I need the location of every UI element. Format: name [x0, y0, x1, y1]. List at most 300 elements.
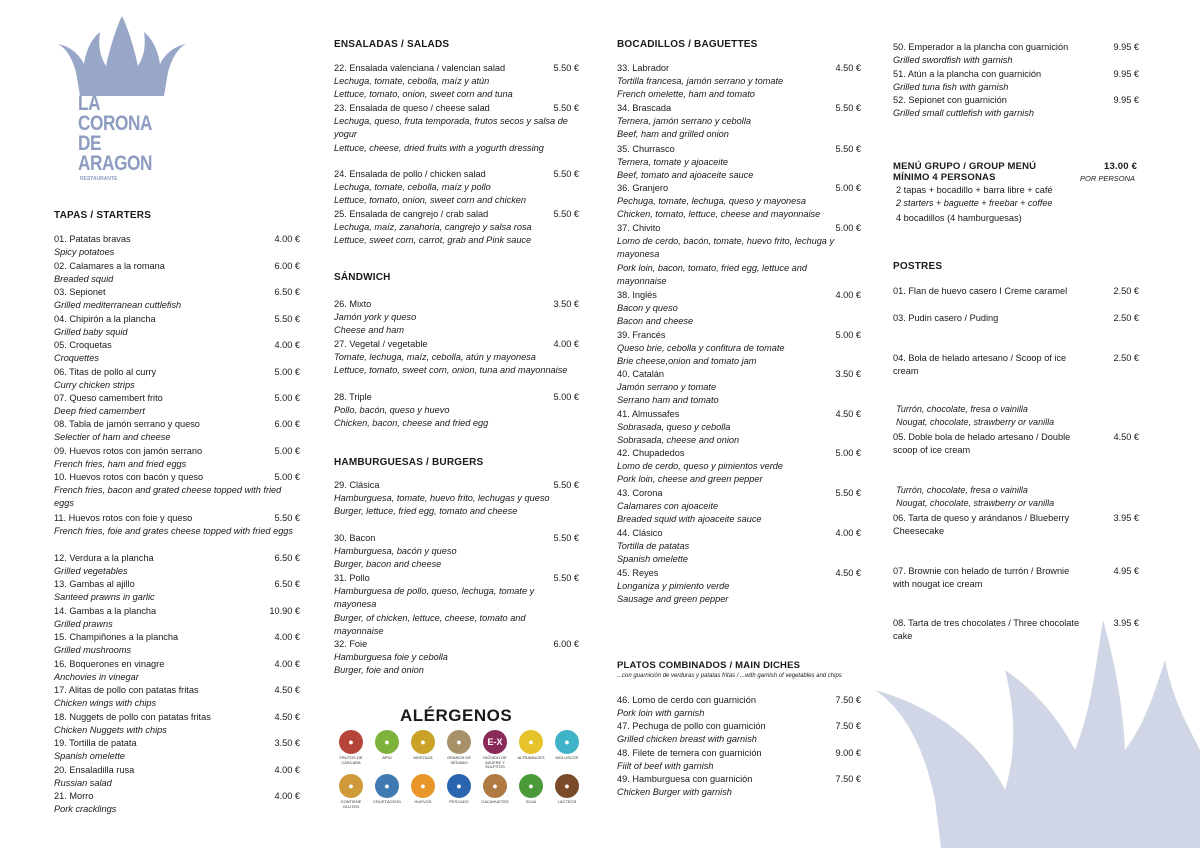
item-price: 5.50 €: [553, 209, 579, 219]
crown-logo-icon: [52, 14, 192, 104]
menu-item: [617, 368, 861, 408]
item-name: 30. Bacon: [334, 533, 376, 543]
item-price: 5.00 €: [274, 472, 300, 482]
item-name: 40. Catalán: [617, 369, 664, 379]
item-price: 5.00 €: [835, 223, 861, 233]
item-name: 01. Flan de huevo casero I Creme caramel: [893, 286, 1068, 296]
item-description-en: Pork loin with garnish: [617, 708, 705, 719]
item-price: 9.95 €: [1113, 69, 1139, 79]
item-description-es: Calamares con ajoaceite: [617, 501, 719, 512]
item-description-en: Brie cheese,onion and tomato jam: [617, 356, 757, 367]
tapas-title: TAPAS / STARTERS: [54, 210, 152, 221]
menu-item: [54, 790, 300, 816]
item-price: 3.50 €: [553, 299, 579, 309]
item-price: 6.50 €: [274, 579, 300, 589]
item-description-es: Ternera, jamón serrano y cebolla: [617, 116, 751, 127]
item-description-en: Chicken Nuggets with chips: [54, 725, 167, 736]
item-name: 07. Queso camembert frito: [54, 393, 163, 403]
allergen-item: [369, 774, 405, 805]
menu-item: [54, 658, 300, 684]
flavours-en-2: Nougat, chocolate, strawberry or vanilla: [896, 498, 1055, 508]
logo-line-3: DE: [78, 132, 102, 155]
item-name: 28. Triple: [334, 392, 372, 402]
item-price: 9.95 €: [1113, 95, 1139, 105]
item-description-en: Bacon and cheese: [617, 316, 694, 327]
item-price: 4.50 €: [1113, 432, 1139, 442]
item-price: 5.50 €: [553, 169, 579, 179]
item-name: 14. Gambas a la plancha: [54, 606, 157, 616]
item-description-en: Lettuce, tomato, sweet corn, onion, tuna and mayonnaise: [334, 365, 568, 376]
item-description-en: Grilled vegetables: [54, 566, 128, 577]
menu-item: [54, 578, 300, 604]
item-name: 10. Huevos rotos con bacón y queso: [54, 472, 204, 482]
allergen-label: ALTRAMUCES: [517, 755, 545, 760]
item-price: 6.50 €: [274, 287, 300, 297]
item-price: 2.50 €: [1113, 353, 1139, 363]
menu-item: [54, 418, 300, 444]
item-description-en: Burger, bacon and cheese: [334, 559, 442, 570]
menu-item: [54, 313, 300, 339]
item-description-en: Spanish omelette: [54, 751, 125, 762]
logo-subtitle: RESTAURANTE: [80, 176, 118, 182]
menu-item: [334, 391, 579, 431]
menu-grupo-subtitle: MÍNIMO 4 PERSONAS: [893, 172, 996, 183]
item-name: 31. Pollo: [334, 573, 370, 583]
menu-item: [617, 222, 861, 288]
allergen-label: FRUTOS DE CÁSCARA: [339, 755, 363, 765]
item-description-es: Queso brie, cebolla y confitura de tomate: [617, 343, 785, 354]
item-description-es: Hamburguesa foie y cebolla: [334, 652, 448, 663]
allergen-label: GRANOS DE SÉSAMO: [446, 755, 471, 765]
item-price: 4.00 €: [835, 528, 861, 538]
item-price: 4.50 €: [274, 685, 300, 695]
menu-grupo-price-note: POR PERSONA: [1080, 174, 1136, 183]
item-name: 24. Ensalada de pollo / chicken salad: [334, 169, 486, 179]
dessert-item: [893, 565, 1139, 591]
item-name: 04. Bola de helado artesano / Scoop of ice cream: [893, 353, 1067, 377]
item-price: 3.95 €: [1113, 513, 1139, 523]
item-name: 29. Clásica: [334, 480, 380, 490]
item-price: 9.95 €: [1113, 42, 1139, 52]
menu-item: [334, 168, 579, 208]
item-price: 5.50 €: [553, 573, 579, 583]
item-description-en: Grilled small cuttlefish with garnish: [893, 108, 1034, 119]
item-name: 36. Granjero: [617, 183, 669, 193]
item-name: 22. Ensalada valenciana / valencian salad: [334, 63, 506, 73]
menu-item: [54, 631, 300, 657]
item-price: 4.50 €: [274, 712, 300, 722]
item-description-es: Tortilla de patatas: [617, 541, 690, 552]
item-description-es: Lechuga, maíz, zanahoria, cangrejo y salsa rosa: [334, 222, 532, 233]
item-description-en: Deep fried camembert: [54, 406, 145, 417]
allergen-item: [477, 774, 513, 805]
item-name: 25. Ensalada de cangrejo / crab salad: [334, 209, 489, 219]
item-name: 02. Calamares a la romana: [54, 261, 165, 271]
menu-item: [334, 572, 579, 638]
item-description-en: Santeed prawns in garlic: [54, 592, 155, 603]
ensaladas-title: ENSALADAS / SALADS: [334, 39, 450, 50]
nut-icon: ●: [339, 730, 363, 754]
item-description-en: Lettuce, tomato, onion, sweet corn and tuna: [334, 89, 513, 100]
dessert-item: [893, 285, 1139, 298]
logo-line-2: CORONA: [78, 112, 153, 135]
item-price: 4.00 €: [835, 290, 861, 300]
item-price: 2.50 €: [1113, 313, 1139, 323]
item-description-en: Beef, ham and grilled onion: [617, 129, 729, 140]
item-description-en: Spicy potatoes: [54, 247, 115, 258]
item-price: 3.50 €: [274, 738, 300, 748]
item-name: 37. Chivito: [617, 223, 661, 233]
menu-item: [617, 62, 861, 102]
item-name: 03. Pudin casero / Puding: [893, 313, 999, 323]
item-description-en: Breaded squid: [54, 274, 114, 285]
item-description-en: Pork loin, bacon, tomato, fried egg, lettuce and mayonnaise: [617, 262, 807, 286]
item-description-es: Lechuga, queso, fruta temporada, frutos secos y salsa de yogur: [334, 116, 568, 140]
menu-item: [617, 747, 861, 773]
allergen-label: SOJA: [525, 799, 537, 804]
allergen-item: [513, 730, 549, 761]
item-description-en: Beef, tomato and ajoaceite sauce: [617, 170, 754, 181]
menu-item: [54, 392, 300, 418]
menu-item: [617, 182, 861, 222]
item-name: 42. Chupadedos: [617, 448, 685, 458]
item-name: 04. Chipirón a la plancha: [54, 314, 156, 324]
item-price: 5.50 €: [553, 480, 579, 490]
item-description-es: Pollo, bacón, queso y huevo: [334, 405, 450, 416]
item-description-en: Croquettes: [54, 353, 99, 364]
allergen-item: [477, 730, 513, 770]
item-price: 4.50 €: [835, 63, 861, 73]
item-description-en: Lettuce, sweet corn, carrot, grab and Pink sauce: [334, 235, 532, 246]
allergen-item: [405, 730, 441, 761]
item-description-es: Hamburguesa, bacón y queso: [334, 546, 457, 557]
hamburguesas-title: HAMBURGUESAS / BURGERS: [334, 457, 484, 468]
item-price: 4.95 €: [1113, 566, 1139, 576]
item-price: 5.00 €: [835, 448, 861, 458]
crustacean-icon: ●: [375, 774, 399, 798]
menu-item: [54, 366, 300, 392]
item-price: 6.50 €: [274, 553, 300, 563]
item-price: 4.50 €: [835, 409, 861, 419]
item-price: 5.50 €: [274, 314, 300, 324]
milk-icon: ●: [555, 774, 579, 798]
item-price: 5.50 €: [835, 144, 861, 154]
item-name: 49. Hamburguesa con guarnición: [617, 774, 753, 784]
item-name: 45. Reyes: [617, 568, 659, 578]
item-description-en: Anchovies in vinegar: [54, 672, 139, 683]
menu-item: [334, 102, 579, 155]
item-name: 19. Tortilla de patata: [54, 738, 137, 748]
item-name: 50. Emperador a la plancha con guarnición: [893, 42, 1069, 52]
item-name: 41. Almussafes: [617, 409, 680, 419]
item-description-en: Grilled swordfish with garnish: [893, 55, 1013, 66]
item-description-en: Fiilt of beef with garnish: [617, 761, 714, 772]
menu-item: [54, 286, 300, 312]
menu-item: [334, 638, 579, 678]
flavours-es-2: Turrón, chocolate, fresa o vainilla: [896, 485, 1028, 495]
item-price: 5.50 €: [553, 63, 579, 73]
allergen-item: [549, 774, 585, 805]
dessert-item: [893, 312, 1139, 325]
item-price: 4.00 €: [274, 234, 300, 244]
dessert-item: [893, 617, 1139, 643]
menu-item: [893, 41, 1139, 67]
menu-item: [617, 408, 861, 448]
item-description-en: French fries, ham and fried eggs: [54, 459, 187, 470]
item-name: 06. Tarta de queso y arándanos / Blueberry Cheesecake: [893, 513, 1070, 537]
item-description-es: Lechuga, tomate, cebolla, maíz y pollo: [334, 182, 491, 193]
allergen-label: MOLUSCOS: [555, 755, 579, 760]
allergen-label: DIÓXIDO DE AZUFRE Y SULFITOS: [483, 755, 507, 769]
menu-grupo-line-2: 2 starters + baguette + freebar + coffee: [896, 198, 1053, 208]
item-description-en: Burger, of chicken, lettuce, cheese, tomato and mayonnaise: [334, 612, 526, 636]
item-name: 11. Huevos rotos con foie y queso: [54, 513, 193, 523]
menu-item: [54, 233, 300, 259]
gluten-icon: ●: [339, 774, 363, 798]
item-description-en: Sausage and green pepper: [617, 594, 729, 605]
fish-icon: ●: [447, 774, 471, 798]
egg-icon: ●: [411, 774, 435, 798]
item-name: 32. Foie: [334, 639, 368, 649]
item-name: 52. Sepionet con guarnición: [893, 95, 1007, 105]
item-description-es: Pechuga, tomate, lechuga, queso y mayonesa: [617, 196, 806, 207]
item-description-en: French fries, foie and grates cheese topped with fried eggs: [54, 526, 294, 537]
menu-item: [617, 487, 861, 527]
item-name: 33. Labrador: [617, 63, 670, 73]
menu-item: [54, 512, 300, 538]
flavours-en-1: Nougat, chocolate, strawberry or vanilla: [896, 417, 1055, 427]
platos-title: PLATOS COMBINADOS / MAIN DICHES: [617, 660, 801, 671]
item-description-en: French omelette, ham and tomato: [617, 89, 755, 100]
item-name: 13. Gambas al ajillo: [54, 579, 135, 589]
item-price: 5.00 €: [835, 330, 861, 340]
item-description-es: Hamburguesa, tomate, huevo frito, lechugas y queso: [334, 493, 550, 504]
item-price: 6.00 €: [553, 639, 579, 649]
soy-icon: ●: [519, 774, 543, 798]
item-price: 5.00 €: [835, 183, 861, 193]
item-name: 20. Ensaladilla rusa: [54, 765, 135, 775]
flavours-es-1: Turrón, chocolate, fresa o vainilla: [896, 404, 1028, 414]
menu-item: [54, 764, 300, 790]
menu-item: [617, 289, 861, 329]
menu-grupo-title: MENÚ GRUPO / GROUP MENÚ: [893, 161, 1037, 172]
menu-item: [54, 260, 300, 286]
item-price: 5.00 €: [553, 392, 579, 402]
item-name: 51. Atún a la plancha con guarnición: [893, 69, 1042, 79]
item-name: 06. Titas de pollo al curry: [54, 367, 157, 377]
item-description-es: Hamburguesa de pollo, queso, lechuga, tomate y mayonesa: [334, 586, 535, 610]
menu-grupo-price: 13.00 €: [1104, 161, 1138, 172]
item-price: 6.00 €: [274, 261, 300, 271]
item-price: 9.00 €: [835, 748, 861, 758]
item-description-es: Tomate, lechuga, maíz, cebolla, atún y mayonesa: [334, 352, 536, 363]
menu-item: [54, 737, 300, 763]
menu-item: [617, 720, 861, 746]
item-name: 39. Francés: [617, 330, 666, 340]
logo-line-4: ARAGON: [78, 152, 153, 175]
item-description-es: Lechuga, tomate, cebolla, maíz y atún: [334, 76, 490, 87]
logo-line-1: LA: [78, 92, 101, 115]
menu-item: [334, 479, 579, 519]
menu-item: [54, 445, 300, 471]
item-price: 5.50 €: [835, 488, 861, 498]
lupin-icon: ●: [519, 730, 543, 754]
allergen-label: CRUSTÁCEOS: [373, 799, 401, 804]
item-description-en: Chicken wings with chips: [54, 698, 157, 709]
item-price: 7.50 €: [835, 774, 861, 784]
item-name: 15. Champiñones a la plancha: [54, 632, 179, 642]
menu-item: [334, 298, 579, 338]
item-description-en: Pork cracklings: [54, 804, 117, 815]
item-name: 05. Doble bola de helado artesano / Double scoop of ice cream: [893, 432, 1071, 456]
item-price: 5.50 €: [835, 103, 861, 113]
sesame-icon: ●: [447, 730, 471, 754]
menu-item: [893, 68, 1139, 94]
item-name: 38. Inglés: [617, 290, 657, 300]
item-price: 4.00 €: [553, 339, 579, 349]
item-description-es: Tortilla francesa, jamón serrano y tomate: [617, 76, 784, 87]
menu-item: [617, 527, 861, 567]
item-description-en: Breaded squid with ajoaceite sauce: [617, 514, 762, 525]
menu-grupo-line-3: 4 bocadillos (4 hamburguesas): [896, 213, 1022, 223]
item-price: 5.50 €: [274, 513, 300, 523]
item-price: 5.00 €: [274, 393, 300, 403]
item-description-en: Cheese and ham: [334, 325, 404, 336]
item-description-en: Sobrasada, cheese and onion: [617, 435, 740, 446]
mustard-icon: ●: [411, 730, 435, 754]
allergen-item: [333, 730, 369, 765]
item-name: 21. Morro: [54, 791, 94, 801]
menu-item: [617, 143, 861, 183]
alergenos-title: ALÉRGENOS: [400, 706, 513, 725]
item-name: 08. Tarta de tres chocolates / Three chocolate cake: [893, 618, 1080, 642]
menu-item: [334, 532, 579, 572]
menu-item: [617, 773, 861, 799]
item-description-en: Pork loin, cheese and green pepper: [617, 474, 763, 485]
menu-item: [334, 338, 579, 378]
item-price: 7.50 €: [835, 695, 861, 705]
item-name: 16. Boquerones en vinagre: [54, 659, 165, 669]
menu-item: [54, 339, 300, 365]
platos-subtitle: ...con guarnición de verduras y patatas fritas / ...with garnish of vegetables and chips: [617, 673, 842, 679]
dessert-item: [893, 512, 1139, 538]
menu-item: [617, 102, 861, 142]
allergen-item: [441, 730, 477, 765]
allergen-label: APIO: [382, 755, 392, 760]
bocadillos-title: BOCADILLOS / BAGUETTES: [617, 39, 758, 50]
dessert-item: [893, 352, 1139, 378]
item-name: 12. Verdura a la plancha: [54, 553, 154, 563]
item-price: 4.00 €: [274, 791, 300, 801]
item-description-es: Jamón serrano y tomate: [617, 382, 717, 393]
item-name: 47. Pechuga de pollo con guarnición: [617, 721, 766, 731]
item-name: 43. Corona: [617, 488, 663, 498]
item-description-en: Spanish omelette: [617, 554, 688, 565]
menu-item: [54, 605, 300, 631]
item-description-en: Russian salad: [54, 778, 112, 789]
item-description-en: Serrano ham and tomato: [617, 395, 719, 406]
item-name: 18. Nuggets de pollo con patatas fritas: [54, 712, 211, 722]
allergen-label: HUEVOS: [414, 799, 432, 804]
mollusc-icon: ●: [555, 730, 579, 754]
menu-item: [54, 684, 300, 710]
item-name: 23. Ensalada de queso / cheese salad: [334, 103, 490, 113]
item-name: 27. Vegetal / vegetable: [334, 339, 428, 349]
menu-item: [617, 447, 861, 487]
item-description-es: Jamón york y queso: [334, 312, 417, 323]
item-price: 10.90 €: [269, 606, 300, 616]
item-price: 5.00 €: [274, 446, 300, 456]
item-description-es: Ternera, tomate y ajoaceite: [617, 157, 728, 168]
item-name: 44. Clásico: [617, 528, 663, 538]
allergen-label: CACAHUETES: [481, 799, 509, 804]
item-description-en: Chicken, tomato, lettuce, cheese and mayonnaise: [617, 209, 821, 220]
peanut-icon: ●: [483, 774, 507, 798]
item-name: 17. Alitas de pollo con patatas fritas: [54, 685, 199, 695]
item-description-en: Burger, foie and onion: [334, 665, 424, 676]
item-description-en: Burger, lettuce, fried egg, tomato and cheese: [334, 506, 518, 517]
item-price: 4.00 €: [274, 765, 300, 775]
menu-item: [334, 62, 579, 102]
allergen-label: MOSTAZA: [413, 755, 433, 760]
item-description-en: Lettuce, cheese, dried fruits with a yogurth dressing: [334, 142, 544, 153]
allergen-label: LÁCTEOS: [557, 799, 577, 804]
item-name: 08. Tabla de jamón serrano y queso: [54, 419, 200, 429]
item-price: 5.00 €: [274, 367, 300, 377]
item-price: 4.00 €: [274, 632, 300, 642]
allergen-item: [549, 730, 585, 761]
item-description-en: Selectier of ham and cheese: [54, 432, 171, 443]
allergen-label: CONTIENE GLUTEN: [340, 799, 362, 809]
item-name: 01. Patatas bravas: [54, 234, 131, 244]
item-description-es: Lomo de cerdo, bacón, tomate, huevo frito, lechuga y mayonesa: [617, 236, 835, 260]
item-name: 09. Huevos rotos con jamón serrano: [54, 446, 203, 456]
allergen-item: [369, 730, 405, 761]
allergen-item: [513, 774, 549, 805]
allergen-item: [405, 774, 441, 805]
allergen-label: PESCADO: [449, 799, 469, 804]
item-price: 3.50 €: [835, 369, 861, 379]
dessert-item: [893, 431, 1139, 457]
item-description-en: Chicken Burger with garnish: [617, 787, 732, 798]
item-price: 6.00 €: [274, 419, 300, 429]
allergen-item: [441, 774, 477, 805]
item-description-en: Curry chicken strips: [54, 380, 135, 391]
sulphite-icon: E-X: [483, 730, 507, 754]
item-name: 05. Croquetas: [54, 340, 112, 350]
celery-icon: ●: [375, 730, 399, 754]
menu-grupo-line-1: 2 tapas + bocadillo + barra libre + café: [896, 185, 1053, 195]
postres-title: POSTRES: [893, 261, 943, 272]
item-price: 7.50 €: [835, 721, 861, 731]
item-description-en: French fries, bacon and grated cheese topped with fried eggs: [54, 485, 282, 509]
item-name: 26. Mixto: [334, 299, 372, 309]
menu-item: [893, 94, 1139, 120]
sandwich-title: SÁNDWICH: [334, 272, 391, 283]
menu-item: [617, 329, 861, 369]
item-description-en: Lettuce, tomato, onion, sweet corn and chicken: [334, 195, 527, 206]
item-description-es: Longaniza y pimiento verde: [617, 581, 730, 592]
item-description-es: Sobrasada, queso y cebolla: [617, 422, 731, 433]
item-price: 3.95 €: [1113, 618, 1139, 628]
item-description-en: Grilled chicken breast with garnish: [617, 734, 757, 745]
item-name: 07. Brownie con helado de turrón / Brownie with nougat ice cream: [893, 566, 1070, 590]
menu-item: [54, 471, 300, 511]
item-description-en: Grilled baby squid: [54, 327, 128, 338]
item-name: 35. Churrasco: [617, 144, 675, 154]
item-price: 5.50 €: [553, 533, 579, 543]
item-description-en: Grilled tuna fish with garnish: [893, 82, 1009, 93]
